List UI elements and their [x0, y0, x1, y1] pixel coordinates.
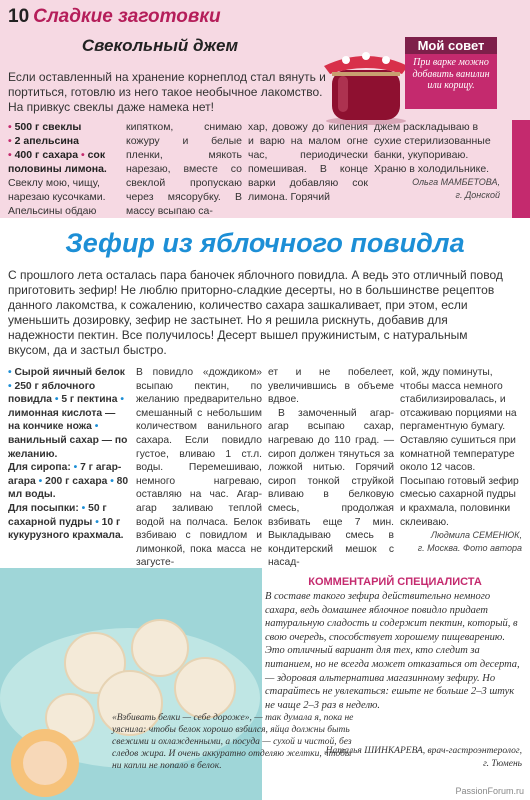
side-accent-bar [512, 120, 530, 218]
advice-title: Мой совет [405, 37, 497, 54]
comment-text: В составе такого зефира действительно немного сахара, ведь домашнее яблочное повидло придает натуральную сладость и содержит пектин, который, в свою очередь, способствует хорошему пищеварению. Это отличный вариант для тех, кто следит за питанием, но не всегда может отказаться от десерта, — здоровая альтернатива магазинному зефиру. Но старайтесь не увлекаться: ешьте не больше 2–3 штук не чаще 2–3 раз в неделю. [265, 591, 520, 711]
zefir-col-1 [8, 366, 130, 570]
beet-columns [8, 120, 498, 218]
zefir-col-4 [400, 366, 522, 570]
ingredients-syrup: Для сиропа: • 7 г агар-агара • 200 г сахара • 80 мл воды. [8, 462, 129, 501]
beet-col-2: кипятком, снимаю кожуру и белые пленки, мякоть нарезаю, вместе со свеклой пропускаю через мясорубку. В массу всыпаю са- [126, 121, 242, 217]
ingredients-main: • Сырой яичный белок • 250 г яблочного повидла • 5 г пектина • лимонная кислота — на кончике ножа • ванильный сахар — по желанию. [8, 367, 128, 460]
comment-author: Наталья ШИНКАРЕВА, врач-гастроэнтеролог, [325, 746, 522, 756]
zefir-col3-text1: ет и не побелеет, увеличившись в объеме вдвое. [268, 367, 394, 406]
section-title: Сладкие заготовки [33, 6, 221, 27]
zefir-city: г. Москва. Фото автора [417, 543, 522, 554]
watermark: PassionForum.ru [455, 786, 524, 796]
ingredient-item: • 2 апельсина [8, 135, 79, 147]
beet-author: Ольга МАМБЕТОВА, [412, 177, 500, 187]
zefir-intro: С прошлого лета осталась пара баночек яблочного повидла. А ведь это отличный повод приготовить зефир! Не люблю приторно-сладкие десерты, но в большинстве рецептов данного лакомства, к сожалению, количество сахара зашкаливает, при этом, если уменьшить дозировку, зефир не застынет. Но я решила рискнуть, добавив для надежности пектин. Все получилось! Десерт вышел пружинистым, с натуральным вкусом, да и застыл быстро. [8, 268, 503, 357]
beet-col-4 [374, 120, 500, 218]
ingredient-item: • 500 г свеклы [8, 121, 82, 133]
beet-col-3: хар, довожу до кипения и варю на малом огне час, периодически помешивая. В конце варки добавляю сок лимона. Горячий [248, 121, 368, 203]
zefir-title: Зефир из яблочного повидла [65, 228, 465, 258]
page-header [8, 6, 221, 28]
zefir-columns [8, 366, 523, 570]
zefir-col4-text: кой, жду поминуты, чтобы масса немного стабилизировалась, и отсаживаю порциями на пергаментную бумагу. Оставляю сушиться при комнатной температуре около 12 часов. Посыпаю готовый зефир смесью сахарной пудры и крахмала, половинки склеиваю. [400, 367, 519, 528]
comment-city: г. Тюмень [483, 759, 522, 769]
comment-signature [310, 745, 522, 771]
beet-col-1 [8, 120, 120, 218]
advice-box [405, 37, 497, 109]
advice-text: При варке можно добавить ванилин или корицу. [412, 57, 490, 91]
zefir-col-3 [268, 366, 394, 570]
ingredient-item: • 400 г сахара • сок половины лимона. [8, 149, 107, 175]
beet-col1-text: Свеклу мою, чищу, нарезаю кусочками. Апельсины обдаю [8, 177, 106, 217]
comment-title: КОММЕНТАРИЙ СПЕЦИАЛИСТА [308, 576, 482, 588]
beet-col4-text: джем раскладываю в сухие стерилизованные банки, укупориваю. Храню в холодильнике. [374, 121, 491, 175]
beet-intro: Если оставленный на хранение корнеплод стал вянуть и портиться, готовлю из него такое необычное лакомство. На привкус свеклы даже намека нет! [8, 70, 326, 114]
photo-caption: «Взбивать белки — себе дороже», — так думала я, пока не уяснила: чтобы белок хорошо взбился, яйца должны быть свежими и охлажденными, а посуда — сухой и чистой, без следов жира. И очень аккуратно отделяю желтки, чтобы ни капли не попало в белок. [112, 713, 354, 771]
zefir-col-2: В повидло «дождиком» всыпаю пектин, по желанию предварительно смешанный с небольшим количеством ванильного сахара. Если повидло густое, вливаю 1 ст.л. воды. Перемешиваю, немного нагреваю, оставляю на час. Агар-агар заливаю теплой водой на полчаса. Белок взбиваю с повидлом и лимонкой, пока масса не загусте- [136, 367, 262, 569]
page-number: 10 [8, 6, 30, 27]
beet-jam-title: Свекольный джем [81, 36, 239, 55]
beet-city: г. Донской [455, 190, 500, 200]
zefir-col3-text2: В замоченный агар-агар всыпаю сахар, нагреваю до 110 град. — сироп должен тянуться за ложкой нитью. Горячий сироп тонкой струйкой вливаю в белковую смесь, продолжая взбивать еще 7 мин. Выкладываю смесь в кондитерский мешок с насад- [268, 407, 394, 569]
zefir-author: Людмила СЕМЕНЮК, [430, 530, 522, 541]
ingredients-dust: Для посыпки: • 50 г сахарной пудры • 10 г кукурузного крахмала. [8, 502, 124, 542]
